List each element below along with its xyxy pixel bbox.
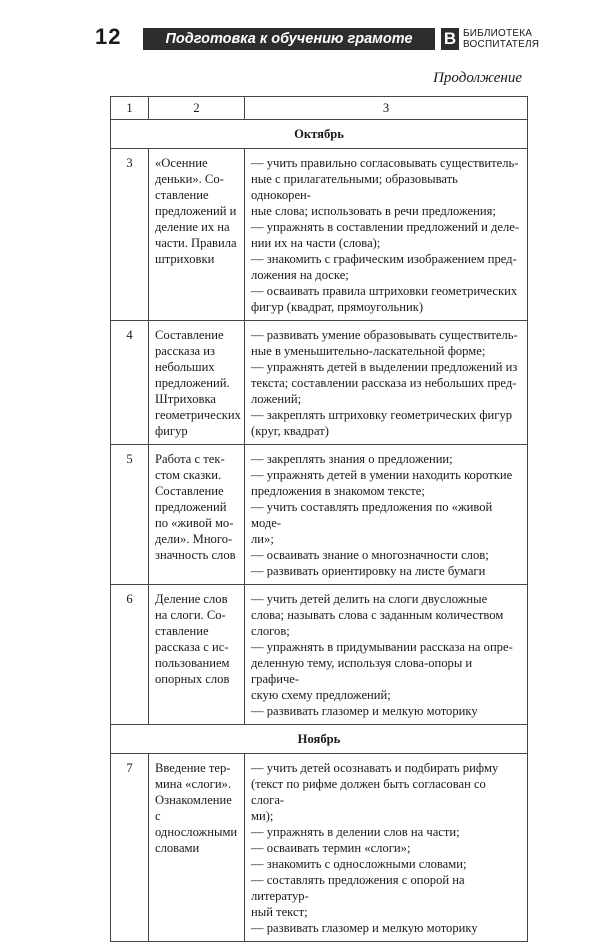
lesson-topic <box>149 321 245 445</box>
topic-line: Штриховка <box>155 392 216 406</box>
task-line: — осваивать знание о многозначности слов; <box>251 548 489 562</box>
lesson-tasks <box>245 149 528 321</box>
topic-line: предложений и <box>155 204 237 218</box>
topic-line: Введение тер- <box>155 761 231 775</box>
topic-line: ставление <box>155 188 209 202</box>
column-number-2: 2 <box>149 97 245 120</box>
lesson-topic <box>149 149 245 321</box>
month-label: Октябрь <box>111 120 528 149</box>
lesson-tasks <box>245 754 528 942</box>
topic-line: пользованием <box>155 656 230 670</box>
running-title: Подготовка к обучению грамоте <box>143 28 435 50</box>
topic-line: геометрических <box>155 408 241 422</box>
column-number-3: 3 <box>245 97 528 120</box>
topic-line: ставление <box>155 624 209 638</box>
page-header <box>95 24 540 50</box>
table-row <box>111 585 528 725</box>
topic-line: стом сказки. <box>155 468 222 482</box>
task-line: деленную тему, используя слова-опоры и графиче- <box>251 656 473 686</box>
task-line: — учить детей осознавать и подбирать рифму <box>251 761 499 775</box>
task-line: ми); <box>251 809 274 823</box>
topic-line: на слоги. Со- <box>155 608 226 622</box>
series-line-2: ВОСПИТАТЕЛЯ <box>463 39 540 50</box>
table-row <box>111 754 528 942</box>
lesson-tasks <box>245 321 528 445</box>
task-line: (круг, квадрат) <box>251 424 329 438</box>
topic-line: фигур <box>155 424 188 438</box>
lesson-tasks <box>245 445 528 585</box>
topic-line: «Осенние <box>155 156 208 170</box>
topic-line: по «живой мо- <box>155 516 234 530</box>
task-line: (текст по рифме должен быть согласован со слога- <box>251 777 486 807</box>
task-line: слогов; <box>251 624 290 638</box>
topic-line: рассказа с ис- <box>155 640 229 654</box>
lesson-plan-table <box>110 96 528 942</box>
month-row-october <box>111 120 528 149</box>
lesson-number: 7 <box>111 754 149 942</box>
table-row <box>111 321 528 445</box>
task-line: — осваивать правила штриховки геометрических <box>251 284 518 298</box>
topic-line: Работа с тек- <box>155 452 225 466</box>
task-line: — упражнять в придумывании рассказа на опре- <box>251 640 513 654</box>
column-number-row <box>111 97 528 120</box>
task-line: — учить детей делить на слоги двусложные <box>251 592 488 606</box>
task-line: — учить правильно согласовывать существитель- <box>251 156 519 170</box>
month-label: Ноябрь <box>111 725 528 754</box>
topic-line: небольших <box>155 360 215 374</box>
task-line: — развивать глазомер и мелкую моторику <box>251 921 478 935</box>
lesson-number: 5 <box>111 445 149 585</box>
task-line: — развивать глазомер и мелкую моторику <box>251 704 478 718</box>
lesson-number: 4 <box>111 321 149 445</box>
task-line: — развивать ориентировку на листе бумаги <box>251 564 486 578</box>
topic-line: Деление слов <box>155 592 228 606</box>
lesson-tasks <box>245 585 528 725</box>
task-line: — упражнять в составлении предложений и деле- <box>251 220 520 234</box>
task-line: скую схему предложений; <box>251 688 391 702</box>
topic-line: мина «слоги». <box>155 777 232 791</box>
topic-line: рассказа из <box>155 344 216 358</box>
task-line: ли»; <box>251 532 274 546</box>
lesson-topic <box>149 585 245 725</box>
task-line: ные с прилагательными; образовывать однокорен- <box>251 172 458 202</box>
series-logo: В <box>441 28 459 50</box>
task-line: ный текст; <box>251 905 308 919</box>
task-line: текста; составлении рассказа из небольших пред- <box>251 376 517 390</box>
topic-line: Составление <box>155 328 224 342</box>
topic-line: значность слов <box>155 548 236 562</box>
task-line: — знакомить с графическим изображением пред- <box>251 252 517 266</box>
task-line: — осваивать термин «слоги»; <box>251 841 411 855</box>
topic-line: штриховки <box>155 252 215 266</box>
table-row <box>111 445 528 585</box>
task-line: нии их на части (слова); <box>251 236 381 250</box>
task-line: — составлять предложения с опорой на литератур- <box>251 873 465 903</box>
month-row-november <box>111 725 528 754</box>
task-line: — упражнять детей в умении находить короткие <box>251 468 513 482</box>
task-line: — развивать умение образовывать существитель- <box>251 328 518 342</box>
lesson-number: 3 <box>111 149 149 321</box>
task-line: — закреплять штриховку геометрических фигур <box>251 408 513 422</box>
lesson-number: 6 <box>111 585 149 725</box>
page-number: 12 <box>95 24 122 49</box>
topic-line: Ознакомление с <box>155 793 232 823</box>
task-line: предложения в знакомом тексте; <box>251 484 425 498</box>
task-line: ложения на доске; <box>251 268 349 282</box>
lesson-topic <box>149 445 245 585</box>
series-mark <box>441 26 539 52</box>
task-line: — знакомить с односложными словами; <box>251 857 467 871</box>
task-line: — упражнять детей в выделении предложений из <box>251 360 518 374</box>
task-line: ные слова; использовать в речи предложения; <box>251 204 496 218</box>
topic-line: части. Правила <box>155 236 237 250</box>
series-line-1: БИБЛИОТЕКА <box>463 28 533 39</box>
task-line: слова; называть слова с заданным количеством <box>251 608 504 622</box>
task-line: — учить составлять предложения по «живой моде- <box>251 500 493 530</box>
series-name <box>463 28 539 50</box>
topic-line: предложений. <box>155 376 230 390</box>
topic-line: деление их на <box>155 220 230 234</box>
topic-line: дели». Много- <box>155 532 233 546</box>
continuation-label: Продолжение <box>433 70 522 86</box>
task-line: ные в уменьшительно-ласкательной форме; <box>251 344 486 358</box>
topic-line: деньки». Со- <box>155 172 224 186</box>
task-line: ложений; <box>251 392 302 406</box>
lesson-topic <box>149 754 245 942</box>
task-line: — закреплять знания о предложении; <box>251 452 453 466</box>
task-line: фигур (квадрат, прямоугольник) <box>251 300 424 314</box>
topic-line: предложений <box>155 500 227 514</box>
topic-line: односложными <box>155 825 238 839</box>
topic-line: опорных слов <box>155 672 230 686</box>
topic-line: словами <box>155 841 200 855</box>
topic-line: Составление <box>155 484 224 498</box>
task-line: — упражнять в делении слов на части; <box>251 825 460 839</box>
table-row <box>111 149 528 321</box>
column-number-1: 1 <box>111 97 149 120</box>
